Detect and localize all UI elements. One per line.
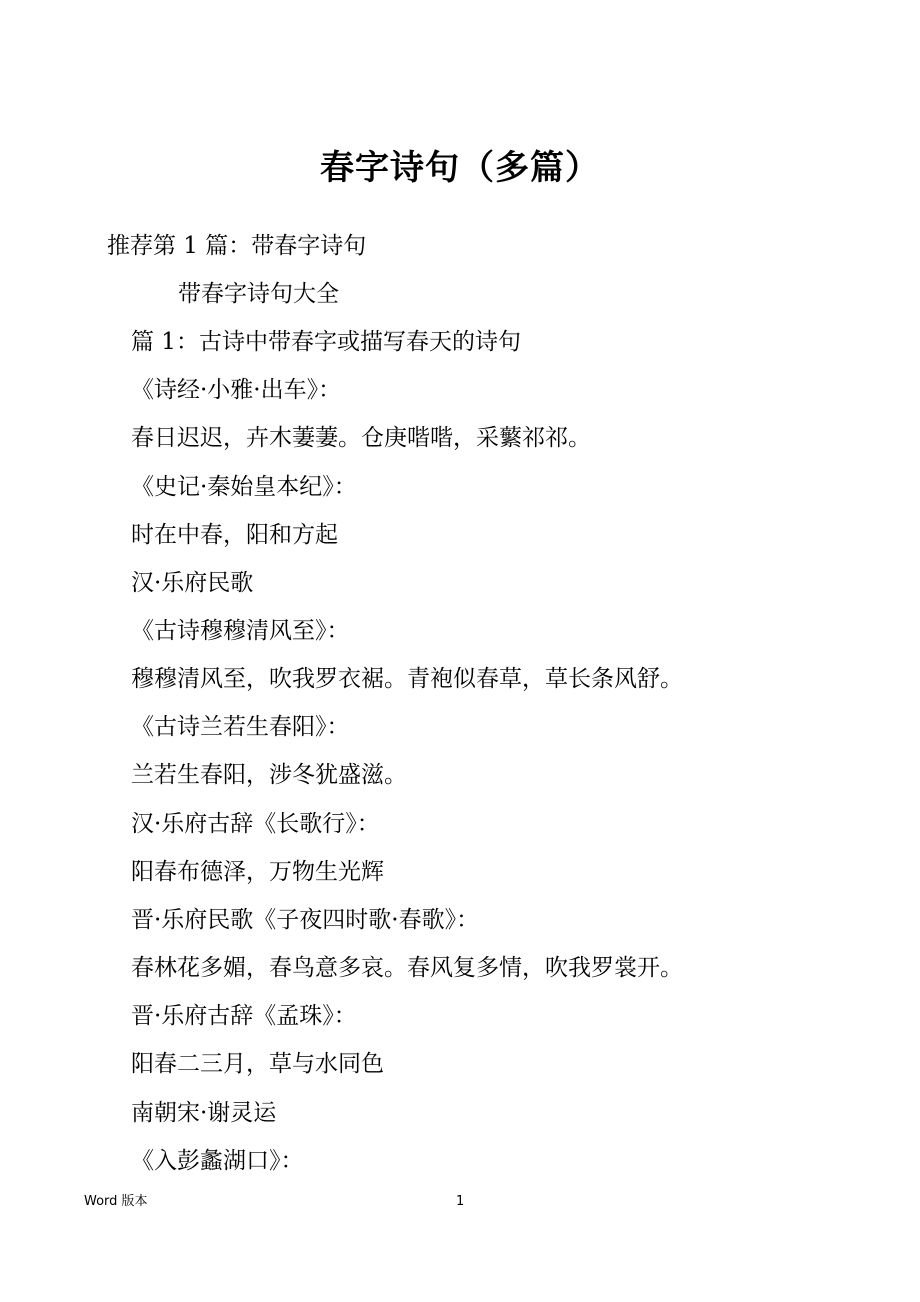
document-title: 春字诗句（多篇） bbox=[320, 148, 600, 188]
recommend-heading: 推荐第 1 篇：带春字诗句 bbox=[107, 233, 367, 259]
section-subtitle: 带春字诗句大全 bbox=[178, 281, 339, 307]
poem-author-line: 汉·乐府民歌 bbox=[131, 570, 254, 596]
poem-text-line: 时在中春，阳和方起 bbox=[131, 522, 338, 548]
poem-text-line: 春林花多媚，春鸟意多哀。春风复多情，吹我罗裳开。 bbox=[131, 955, 683, 981]
poem-source-line: 《古诗穆穆清风至》： bbox=[131, 618, 350, 644]
poem-author-line: 南朝宋·谢灵运 bbox=[131, 1100, 277, 1126]
poem-text-line: 穆穆清风至，吹我罗衣裾。青袍似春草，草长条风舒。 bbox=[131, 666, 683, 692]
poem-text-line: 阳春布德泽，万物生光辉 bbox=[131, 859, 384, 885]
poem-text-line: 春日迟迟，卉木萋萋。仓庚喈喈，采蘩祁祁。 bbox=[131, 425, 591, 451]
chapter-heading: 篇 1：古诗中带春字或描写春天的诗句 bbox=[131, 329, 521, 355]
poem-source-line: 晋·乐府古辞《孟珠》： bbox=[131, 1003, 357, 1029]
footer-version-label: Word 版本 bbox=[84, 1194, 148, 1209]
poem-source-line: 《史记·秦始皇本纪》： bbox=[131, 474, 357, 500]
poem-source-line: 《古诗兰若生春阳》： bbox=[131, 714, 350, 740]
poem-text-line: 阳春二三月，草与水同色 bbox=[131, 1051, 384, 1077]
poem-source-line: 晋·乐府民歌《子夜四时歌·春歌》： bbox=[131, 907, 480, 933]
poem-text-line: 兰若生春阳，涉冬犹盛滋。 bbox=[131, 762, 407, 788]
poem-source-line: 《诗经·小雅·出车》： bbox=[131, 377, 342, 403]
poem-source-line: 《入彭蠡湖口》： bbox=[131, 1148, 304, 1174]
footer-page-number: 1 bbox=[456, 1194, 465, 1209]
poem-source-line: 汉·乐府古辞《长歌行》： bbox=[131, 811, 380, 837]
